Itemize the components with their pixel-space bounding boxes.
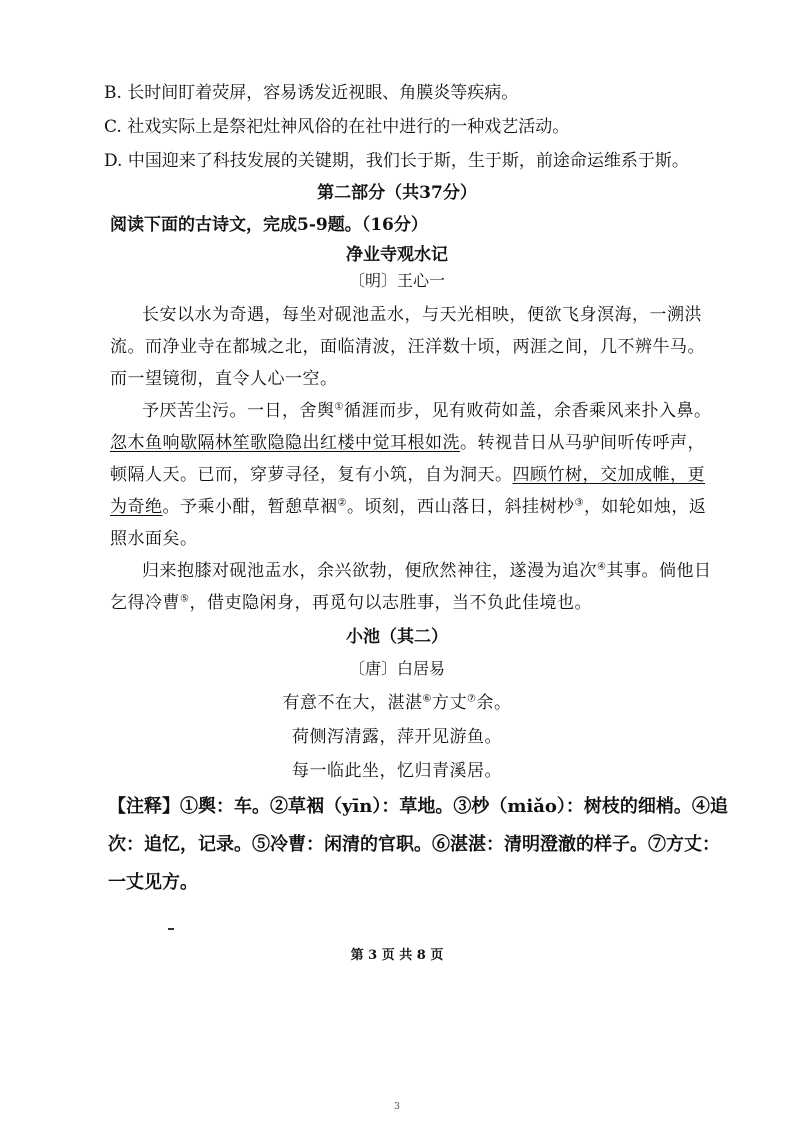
text-span: 方丈 — [432, 693, 467, 713]
essay-p2-line2 — [110, 428, 705, 453]
essay-p1-line2: 流。而净业寺在都城之北，面临清波，汪洋数十顷，两涯之间，几不辨牛马。 — [110, 337, 705, 357]
notes-line2: 次：追忆，记录。⑤冷曹：闲清的官职。⑥湛湛：清明澄澈的样子。⑦方丈： — [108, 834, 720, 855]
page-footer: 第 3 页 共 8 页 — [350, 948, 444, 963]
essay-title: 净业寺观水记 — [346, 245, 448, 265]
footnote-marker: ⑦ — [467, 693, 477, 705]
essay-p3-line2 — [110, 588, 592, 613]
text-span: 。顷刻，西山落日，斜挂树杪 — [346, 497, 575, 517]
footnote-marker: ⑥ — [422, 693, 432, 705]
section-instruction: 阅读下面的古诗文，完成5-9题。（16分） — [110, 215, 428, 235]
text-span: 顿隔人天。已而，穿萝寻径，复有小筑，自为洞天。 — [110, 465, 513, 485]
text-span: 循涯而步，见有败荷如盖，余香乘风来扑入鼻。 — [343, 401, 712, 421]
text-span: 归来抱膝对砚池盂水，余兴欲勃，便欣然神往，遂漫为追次 — [142, 561, 597, 581]
essay-p1-line3: 而一望镜彻，直令人心一空。 — [110, 369, 338, 389]
poem-title: 小池（其二） — [346, 627, 448, 647]
text-span: 有意不在大，湛湛 — [282, 693, 423, 713]
section-heading: 第二部分（共37分） — [317, 183, 477, 203]
essay-p2-line4 — [110, 492, 706, 517]
option-c: C. 社戏实际上是祭祀灶神风俗的在社中进行的一种戏艺活动。 — [104, 117, 570, 137]
stray-mark — [168, 928, 174, 930]
text-span: 予厌苦尘污。一日，舍舆 — [142, 401, 335, 421]
footnote-marker: ④ — [597, 561, 607, 573]
poem-line-3: 每一临此坐，忆归青溪居。 — [292, 761, 502, 781]
notes-line1: 【注释】①舆：车。②草裀（yīn）：草地。③杪（miǎo）：树枝的细梢。④追 — [108, 796, 728, 817]
option-b: B. 长时间盯着荧屏，容易诱发近视眼、角膜炎等疾病。 — [104, 83, 519, 103]
footnote-marker: ⑤ — [180, 593, 190, 605]
text-span: 余。 — [476, 693, 512, 713]
text-span: 其事。倘他日 — [606, 561, 712, 581]
poem-line-1 — [0, 688, 794, 713]
essay-author: 〔明〕王心一 — [348, 271, 445, 290]
option-d: D. 中国迎来了科技发展的关键期，我们长于斯，生于斯，前途命运维系于斯。 — [104, 151, 689, 171]
underlined-sentence: 忽木鱼响歇隔林笙歌隐隐出红楼中觉耳根如洗 — [110, 433, 460, 453]
essay-p1-line1: 长安以水为奇遇，每坐对砚池盂水，与天光相映，便欲飞身溟海，一溯洪 — [142, 305, 702, 325]
poem-author: 〔唐〕白居易 — [348, 659, 445, 678]
underlined-sentence: 四顾竹树，交加成帷，更 — [512, 465, 705, 485]
text-span: 乞得冷曹 — [110, 593, 180, 613]
notes-line3: 一丈见方。 — [108, 872, 198, 893]
footnote-marker: ③ — [574, 497, 584, 509]
essay-p3-line1 — [142, 556, 711, 581]
footnote-marker: ② — [337, 497, 347, 509]
essay-p2-line5: 照水面矣。 — [110, 529, 198, 549]
text-span: 。予乘小酣，暂憩草裀 — [162, 497, 338, 517]
text-span: ，如轮如烛，返 — [583, 497, 707, 517]
essay-p2-line1 — [142, 396, 711, 421]
underlined-sentence: 为奇绝 — [110, 497, 163, 517]
footnote-marker: ① — [334, 401, 344, 413]
essay-p2-line3 — [110, 460, 705, 485]
text-span: 。转视昔日从马驴间听传呼声， — [460, 433, 705, 453]
poem-line-2: 荷侧泻清露，萍开见游鱼。 — [292, 727, 502, 747]
text-span: ，借吏隐闲身，再觅句以志胜事，当不负此佳境也。 — [189, 593, 592, 613]
page-number: 3 — [394, 1102, 400, 1112]
